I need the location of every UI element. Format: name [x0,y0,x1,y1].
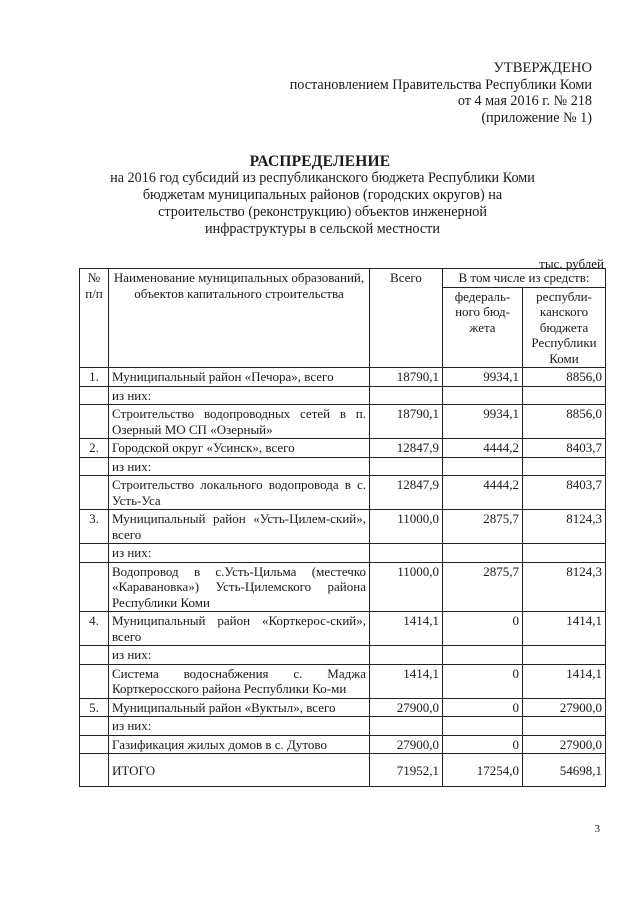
table-row [80,612,606,646]
document-title: РАСПРЕДЕЛЕНИЕ [249,153,391,170]
total-row [80,754,606,787]
row-federal-cell [443,386,523,405]
row-num-cell: 2. [80,439,109,458]
table-row [80,510,606,544]
row-total-cell: 12847,9 [370,439,443,458]
row-republic-cell: 1414,1 [523,664,606,698]
row-name-cell: Газификация жилых домов в с. Дутово [109,735,370,754]
row-total-cell [370,717,443,736]
row-federal-cell: 9934,1 [443,405,523,439]
row-num-cell [80,562,109,612]
row-name-cell: из них: [109,717,370,736]
approval-block [290,60,592,126]
row-total-cell: 1414,1 [370,664,443,698]
row-federal-cell: 0 [443,664,523,698]
row-republic-cell: 27900,0 [523,698,606,717]
row-num-cell [80,754,109,787]
row-federal-cell: 4444,2 [443,439,523,458]
row-num-cell [80,735,109,754]
units-label: тыс. рублей [539,256,604,271]
row-total-cell: 11000,0 [370,510,443,544]
row-federal-cell: 4444,2 [443,476,523,510]
row-name-cell: Водопровод в с.Усть-Цильма (местечко «Каравановка») Усть-Цилемского района Республики Коми [109,562,370,612]
header-name: Наименование муниципальных образований, объектов капитального строительства [109,269,370,368]
approval-line: от 4 мая 2016 г. № 218 [457,93,592,110]
row-federal-cell [443,457,523,476]
row-total-cell: 18790,1 [370,405,443,439]
row-total-cell: 18790,1 [370,368,443,387]
row-total-cell: 27900,0 [370,735,443,754]
row-federal-cell: 0 [443,735,523,754]
row-name-cell: из них: [109,646,370,665]
row-num-cell [80,386,109,405]
row-total-cell: 27900,0 [370,698,443,717]
row-republic-cell [523,544,606,563]
table-row [80,698,606,717]
row-federal-cell: 2875,7 [443,562,523,612]
table-row [80,735,606,754]
row-name-cell: Муниципальный район «Печора», всего [109,368,370,387]
row-federal-cell: 9934,1 [443,368,523,387]
row-federal-cell [443,544,523,563]
row-name-cell: ИТОГО [109,754,370,787]
row-federal-cell: 17254,0 [443,754,523,787]
approval-line: постановлением Правительства Республики Коми [289,76,592,93]
row-name-cell: Строительство водопроводных сетей в п. Озерный МО СП «Озерный» [109,405,370,439]
row-republic-cell: 54698,1 [523,754,606,787]
row-num-cell: 1. [80,368,109,387]
header-including: В том числе из средств: [443,269,606,288]
row-total-cell: 1414,1 [370,612,443,646]
table-row [80,457,606,476]
header-federal: федераль-ного бюд-жета [443,287,523,368]
table-row [80,562,606,612]
row-total-cell: 71952,1 [370,754,443,787]
row-num-cell [80,646,109,665]
header-num: № п/п [80,269,109,368]
row-federal-cell: 2875,7 [443,510,523,544]
table-row [80,439,606,458]
header-total: Всего [370,269,443,368]
row-total-cell [370,544,443,563]
row-republic-cell: 8403,7 [523,439,606,458]
row-num-cell: 3. [80,510,109,544]
row-name-cell: из них: [109,457,370,476]
table-row [80,476,606,510]
row-federal-cell [443,717,523,736]
row-num-cell [80,476,109,510]
row-num-cell: 4. [80,612,109,646]
approval-line: (приложение № 1) [481,109,592,126]
row-num-cell [80,457,109,476]
row-republic-cell: 8403,7 [523,476,606,510]
row-republic-cell: 1414,1 [523,612,606,646]
row-republic-cell [523,386,606,405]
approval-title: УТВЕРЖДЕНО [493,60,592,76]
row-num-cell [80,664,109,698]
row-num-cell [80,717,109,736]
row-federal-cell: 0 [443,698,523,717]
row-name-cell: Система водоснабжения с. Маджа Корткеросского района Республики Ко-ми [109,664,370,698]
table-row [80,664,606,698]
header-row [80,269,606,288]
distribution-table [79,268,606,787]
document-subtitle: на 2016 год субсидий из республиканского бюджета Республики Коми бюджетам муниципальных районов (городских округов) на строительство (реконструкцию) объектов инженерной инфраструктуры в сельской местности [110,170,535,237]
page-number: 3 [594,823,600,835]
row-num-cell [80,544,109,563]
row-republic-cell [523,646,606,665]
header-republic: республи-канского бюджета Республики Коми [523,287,606,368]
row-name-cell: Городской округ «Усинск», всего [109,439,370,458]
row-total-cell: 12847,9 [370,476,443,510]
table-row [80,544,606,563]
row-total-cell [370,646,443,665]
row-name-cell: Муниципальный район «Корткерос-ский», всего [109,612,370,646]
table-row [80,368,606,387]
row-republic-cell: 8124,3 [523,562,606,612]
row-republic-cell [523,457,606,476]
row-name-cell: Строительство локального водопровода в с. Усть-Уса [109,476,370,510]
row-num-cell: 5. [80,698,109,717]
row-total-cell: 11000,0 [370,562,443,612]
row-federal-cell [443,646,523,665]
row-name-cell: Муниципальный район «Усть-Цилем-ский», всего [109,510,370,544]
row-name-cell: из них: [109,386,370,405]
row-republic-cell: 8856,0 [523,405,606,439]
row-name-cell: Муниципальный район «Вуктыл», всего [109,698,370,717]
table-row [80,717,606,736]
row-name-cell: из них: [109,544,370,563]
row-republic-cell: 8856,0 [523,368,606,387]
row-federal-cell: 0 [443,612,523,646]
row-republic-cell [523,717,606,736]
row-total-cell [370,457,443,476]
table-row [80,386,606,405]
row-republic-cell: 27900,0 [523,735,606,754]
table-row [80,405,606,439]
row-num-cell [80,405,109,439]
row-republic-cell: 8124,3 [523,510,606,544]
table-row [80,646,606,665]
row-total-cell [370,386,443,405]
